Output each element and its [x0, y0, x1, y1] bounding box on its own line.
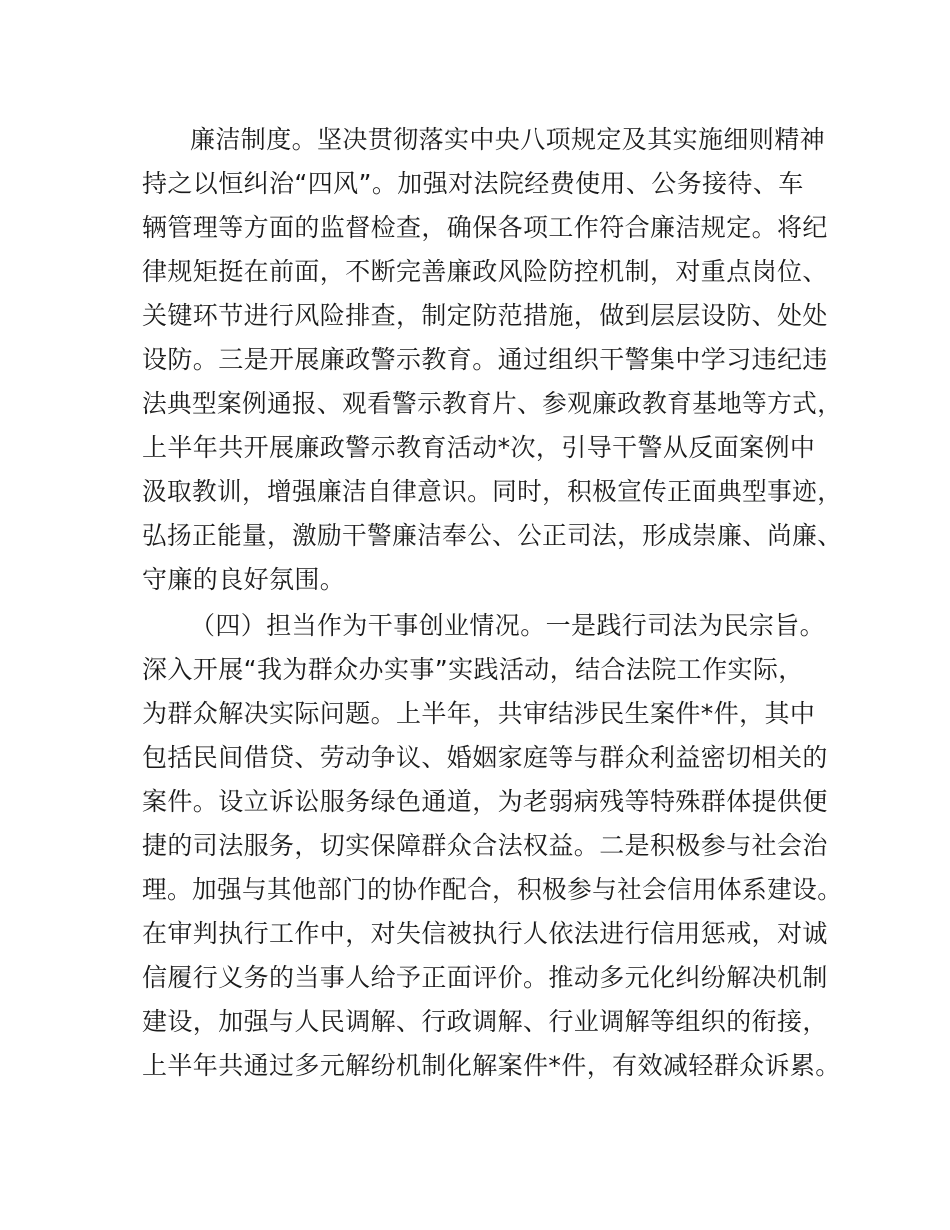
- paragraph-2-line-2: 深入开展“我为群众办实事”实践活动，结合法院工作实际，: [142, 655, 804, 684]
- paragraph-1-line-11: 守廉的良好氛围。: [142, 565, 346, 594]
- paragraph-1-line-1: 廉洁制度。坚决贯彻落实中央八项规定及其实施细则精神: [190, 125, 826, 154]
- paragraph-1-line-6: 设防。三是开展廉政警示教育。通过组织干警集中学习违纪违: [142, 345, 828, 374]
- paragraph-1-line-3: 辆管理等方面的监督检查，确保各项工作符合廉洁规定。将纪: [142, 213, 828, 242]
- paragraph-2-line-7: 理。加强与其他部门的协作配合，积极参与社会信用体系建设。: [142, 875, 843, 904]
- paragraph-2-line-6: 捷的司法服务，切实保障群众合法权益。二是积极参与社会治: [142, 831, 828, 860]
- paragraph-1-line-10: 弘扬正能量，激励干警廉洁奉公、公正司法，形成崇廉、尚廉、: [142, 521, 843, 550]
- paragraph-1-line-7: 法典型案例通报、观看警示教育片、参观廉政教育基地等方式，: [142, 389, 843, 418]
- paragraph-2-line-11: 上半年共通过多元解纷机制化解案件*件，有效减轻群众诉累。: [142, 1051, 841, 1080]
- paragraph-2-line-3: 为群众解决实际问题。上半年，共审结涉民生案件*件，其中: [142, 699, 816, 728]
- paragraph-1-line-5: 关键环节进行风险排查，制定防范措施，做到层层设防、处处: [142, 301, 828, 330]
- paragraph-2-line-4: 包括民间借贷、劳动争议、婚姻家庭等与群众利益密切相关的: [142, 743, 828, 772]
- paragraph-1-line-2: 持之以恒纠治“四风”。加强对法院经费使用、公务接待、车: [142, 169, 804, 198]
- paragraph-1-line-8: 上半年共开展廉政警示教育活动*次，引导干警从反面案例中: [142, 433, 816, 462]
- paragraph-2-line-9: 信履行义务的当事人给予正面评价。推动多元化纠纷解决机制: [142, 963, 828, 992]
- paragraph-2-line-5: 案件。设立诉讼服务绿色通道，为老弱病残等特殊群体提供便: [142, 787, 828, 816]
- paragraph-1-line-4: 律规矩挺在前面，不断完善廉政风险防控机制，对重点岗位、: [142, 257, 828, 286]
- paragraph-2-line-1: （四）担当作为干事创业情况。一是践行司法为民宗旨。: [190, 611, 826, 640]
- paragraph-2-line-8: 在审判执行工作中，对失信被执行人依法进行信用惩戒，对诚: [142, 919, 828, 948]
- paragraph-1-line-9: 汲取教训，增强廉洁自律意识。同时，积极宣传正面典型事迹，: [142, 477, 843, 506]
- paragraph-2-line-10: 建设，加强与人民调解、行政调解、行业调解等组织的衔接，: [142, 1007, 828, 1036]
